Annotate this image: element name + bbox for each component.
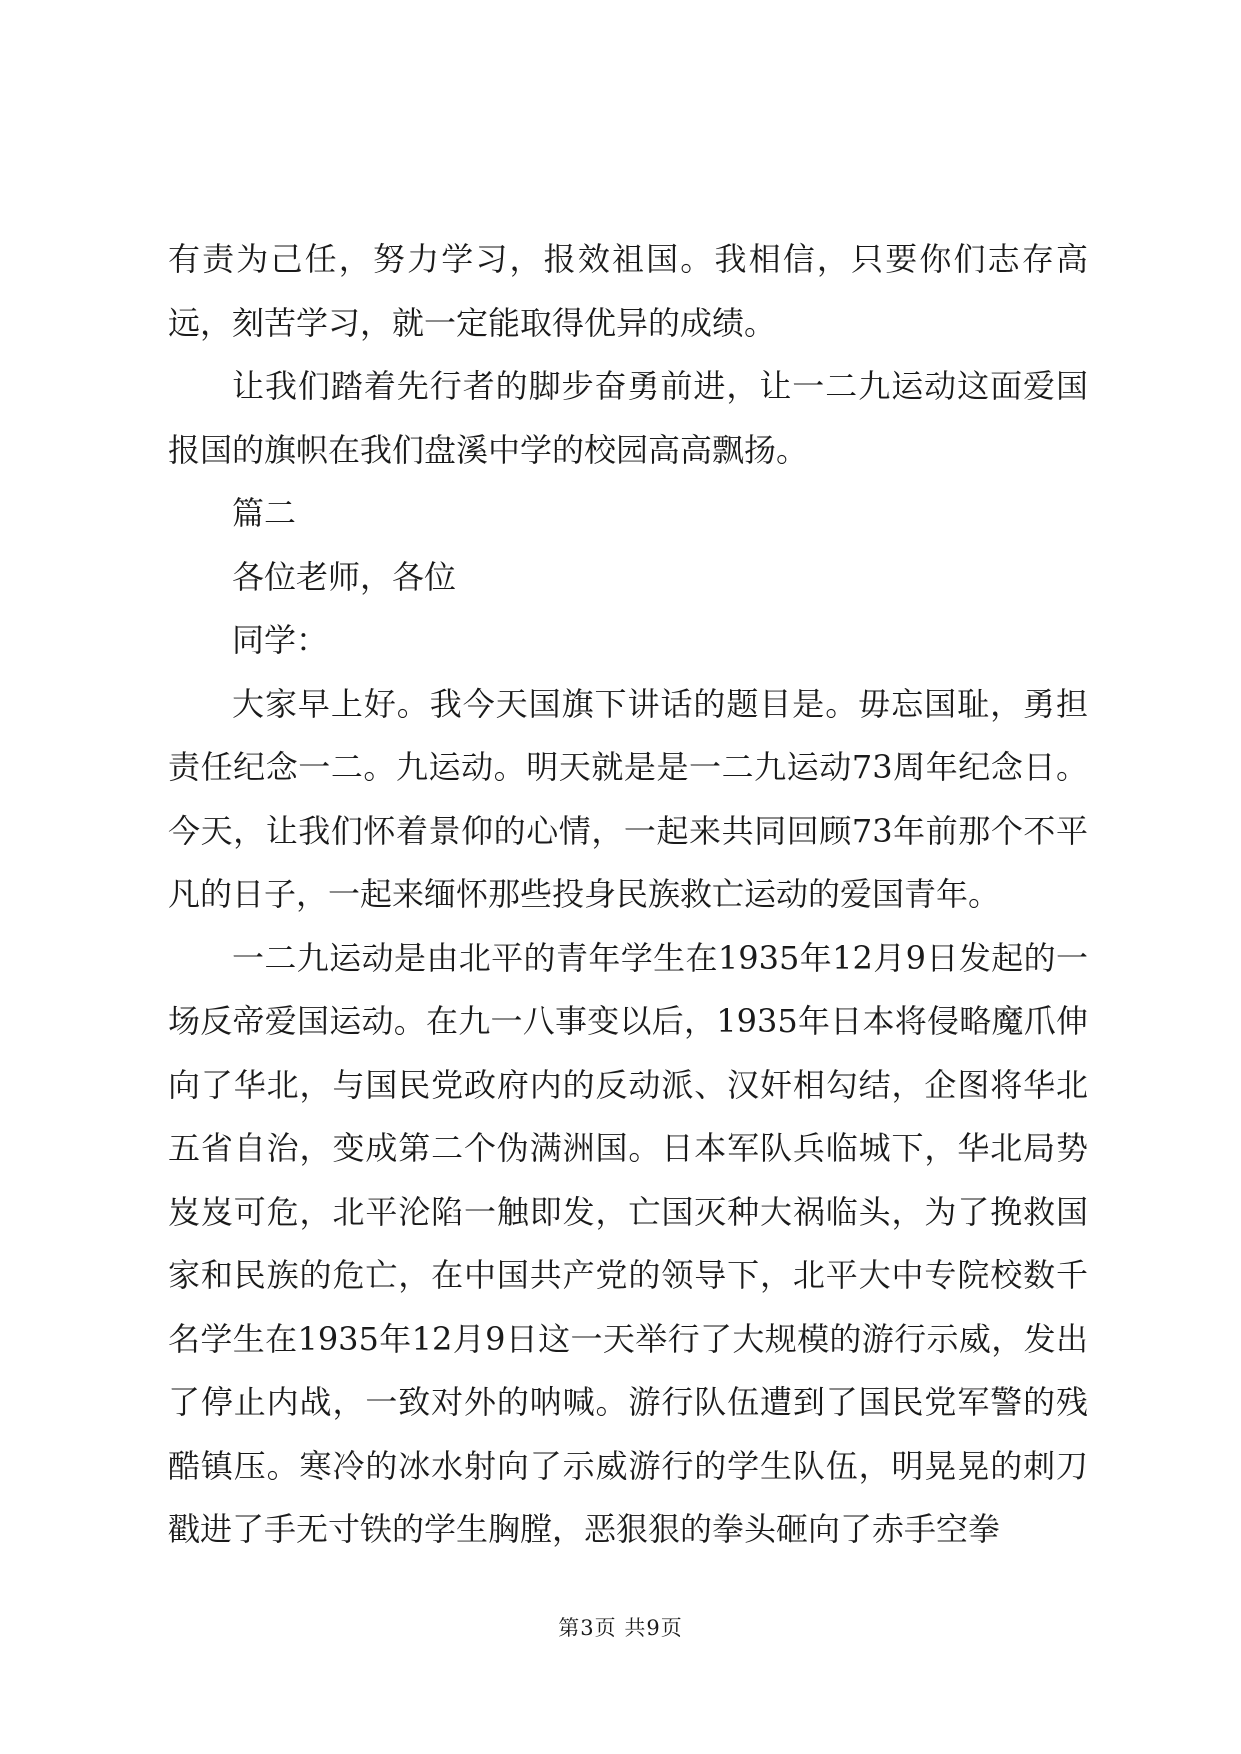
page-number: 第3页 共9页 [558, 1616, 683, 1640]
paragraph-1: 有责为己任，努力学习，报效祖国。我相信，只要你们志存高远，刻苦学习，就一定能取得优异的成绩。 [168, 240, 1088, 342]
salutation-line-1: 各位老师，各位 [232, 557, 457, 596]
body-text [168, 228, 1088, 1562]
paragraph-3: 大家早上好。我今天国旗下讲话的题目是。毋忘国耻，勇担责任纪念一二。九运动。明天就是是一二九运动73周年纪念日。今天，让我们怀着景仰的心情，一起来共同回顾73年前那个不平凡的日子，一起来缅怀那些投身民族救亡运动的爱国青年。 [168, 684, 1088, 913]
paragraph-4: 一二九运动是由北平的青年学生在1935年12月9日发起的一场反帝爱国运动。在九一八事变以后，1935年日本将侵略魔爪伸向了华北，与国民党政府内的反动派、汉奸相勾结，企图将华北五省自治，变成第二个伪满洲国。日本军队兵临城下，华北局势岌岌可危，北平沦陷一触即发，亡国灭种大祸临头，为了挽救国家和民族的危亡，在中国共产党的领导下，北平大中专院校数千名学生在1935年12月9日这一天举行了大规模的游行示威，发出了停止内战，一致对外的呐喊。游行队伍遭到了国民党军警的残酷镇压。寒冷的冰水射向了示威游行的学生队伍，明晃晃的刺刀戳进了手无寸铁的学生胸膛，恶狠狠的拳头砸向了赤手空拳 [168, 938, 1088, 1548]
section-heading: 篇二 [232, 494, 297, 532]
paragraph-2: 让我们踏着先行者的脚步奋勇前进，让一二九运动这面爱国报国的旗帜在我们盘溪中学的校园高高飘扬。 [168, 367, 1088, 469]
page-footer [0, 1614, 1241, 1642]
salutation-line-2: 同学： [232, 621, 329, 659]
